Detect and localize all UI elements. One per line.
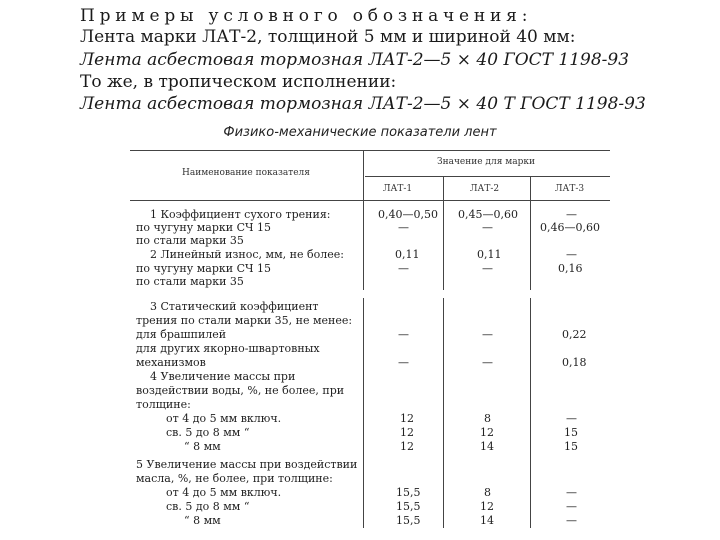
row-label: механизмов	[136, 356, 206, 369]
row-label: масла, %, не более, при толщине:	[136, 472, 333, 485]
row-label: “ 8 мм	[184, 514, 221, 527]
row-label: 1 Коэффициент сухого трения:	[150, 208, 331, 221]
cell-lat2: 12	[480, 500, 494, 513]
row-label: св. 5 до 8 мм “	[166, 500, 250, 513]
row-label: от 4 до 5 мм включ.	[166, 412, 282, 425]
grade-header-1: ЛАТ-1	[383, 184, 413, 194]
cell-lat2: —	[482, 356, 493, 369]
cell-lat2: —	[482, 221, 493, 234]
row-label: воздействии воды, %, не более, при	[136, 384, 345, 397]
row-label: толщине:	[136, 398, 191, 411]
row-label: св. 5 до 8 мм “	[166, 426, 250, 439]
cell-lat1: 0,11	[395, 248, 420, 261]
row-label: для других якорно-швартовных	[136, 342, 320, 355]
row-label: 3 Статический коэффициент	[150, 300, 319, 313]
cell-lat1: —	[398, 328, 409, 341]
col-divider-3a	[530, 176, 531, 290]
cell-lat3: —	[566, 208, 577, 221]
cell-lat3: —	[566, 486, 577, 499]
example-line-1: Лента марки ЛАТ-2, толщиной 5 мм и шириной 40 мм:	[80, 27, 576, 47]
cell-lat2: 14	[480, 440, 494, 453]
cell-lat3: 0,22	[562, 328, 587, 341]
cell-lat3: —	[566, 248, 577, 261]
cell-lat1: 12	[400, 412, 414, 425]
cell-lat2: 0,45—0,60	[458, 208, 518, 221]
cell-lat2: —	[482, 262, 493, 275]
examples-heading: Примеры условного обозначения:	[80, 6, 533, 26]
row-label: 2 Линейный износ, мм, не более:	[150, 248, 344, 261]
table-top-rule	[130, 150, 610, 151]
row-label: по стали марки 35	[136, 234, 244, 247]
row-label: для брашпилей	[136, 328, 227, 341]
cell-lat2: 8	[484, 486, 491, 499]
cell-lat2: 12	[480, 426, 494, 439]
cell-lat3: 0,46—0,60	[540, 221, 600, 234]
cell-lat1: 15,5	[396, 500, 421, 513]
cell-lat1: —	[398, 356, 409, 369]
cell-lat1: 12	[400, 426, 414, 439]
example-line-3: То же, в тропическом исполнении:	[80, 72, 397, 92]
row-label: по стали марки 35	[136, 275, 244, 288]
col-divider-2a	[443, 176, 444, 290]
table-caption: Физико-механические показатели лент	[223, 125, 497, 140]
example-line-4: Лента асбестовая тормозная ЛАТ-2—5 × 40 Т ГОСТ 1198-93	[80, 94, 646, 114]
row-label: 4 Увеличение массы при	[150, 370, 296, 383]
cell-lat1: 15,5	[396, 486, 421, 499]
cell-lat3: 15	[564, 426, 578, 439]
cell-lat3: 0,16	[558, 262, 583, 275]
cell-lat1: —	[398, 262, 409, 275]
row-label: 5 Увеличение массы при воздействии	[136, 458, 358, 471]
row-label: от 4 до 5 мм включ.	[166, 486, 282, 499]
cell-lat1: 12	[400, 440, 414, 453]
header-bottom-rule	[130, 200, 610, 201]
cell-lat3: —	[566, 412, 577, 425]
row-label: трения по стали марки 35, не менее:	[136, 314, 353, 327]
cell-lat2: —	[482, 328, 493, 341]
row-label: по чугуну марки СЧ 15	[136, 221, 272, 234]
row-label: по чугуну марки СЧ 15	[136, 262, 272, 275]
cell-lat2: 8	[484, 412, 491, 425]
col-divider-3b	[530, 298, 531, 528]
cell-lat3: 0,18	[562, 356, 587, 369]
row-label: “ 8 мм	[184, 440, 221, 453]
cell-lat1: 15,5	[396, 514, 421, 527]
grade-header-rule	[365, 176, 610, 177]
cell-lat3: —	[566, 500, 577, 513]
col-name-header: Наименование показателя	[182, 168, 310, 178]
cell-lat3: 15	[564, 440, 578, 453]
col-divider-1b	[363, 298, 364, 528]
example-line-2: Лента асбестовая тормозная ЛАТ-2—5 × 40 ГОСТ 1198-93	[80, 50, 630, 70]
value-header: Значение для марки	[437, 157, 535, 167]
col-divider-2b	[443, 298, 444, 528]
cell-lat2: 14	[480, 514, 494, 527]
grade-header-3: ЛАТ-3	[555, 184, 585, 194]
cell-lat3: —	[566, 514, 577, 527]
cell-lat1: 0,40—0,50	[378, 208, 438, 221]
col-divider-1a	[363, 150, 364, 290]
cell-lat1: —	[398, 221, 409, 234]
grade-header-2: ЛАТ-2	[470, 184, 500, 194]
cell-lat2: 0,11	[477, 248, 502, 261]
